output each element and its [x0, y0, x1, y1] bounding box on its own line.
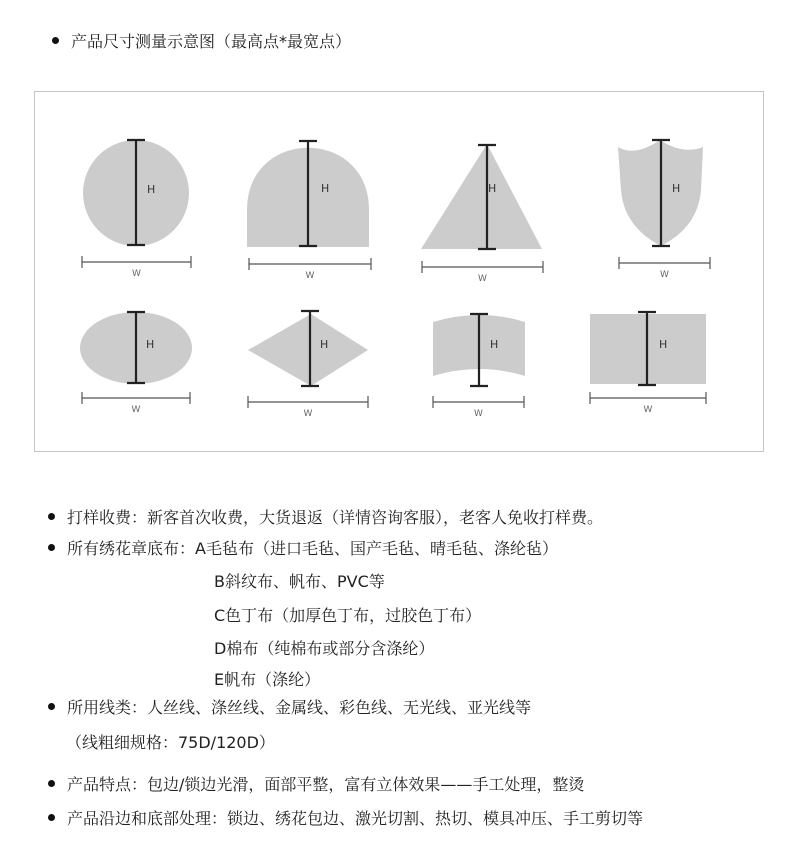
bullet-dot-icon — [48, 544, 55, 551]
width-label: W — [478, 274, 487, 284]
note-fabric-d: D棉布（纯棉布或部分含涤纶） — [214, 639, 435, 658]
height-label: H — [321, 182, 330, 195]
note-threads — [48, 695, 531, 718]
note-features-text: 产品特点：包边/锁边光滑，面部平整，富有立体效果——手工处理，整烫 — [67, 775, 585, 794]
height-label: H — [147, 183, 156, 196]
height-label: H — [672, 182, 681, 195]
note-fabric-b: B斜纹布、帆布、PVC等 — [214, 572, 385, 591]
note-sampling — [48, 505, 603, 528]
width-label: W — [131, 405, 141, 415]
measurement-diagram — [34, 91, 764, 452]
note-fabric-intro-text: 所有绣花章底布：A毛毡布（进口毛毡、国产毛毡、晴毛毡、涤纶毡） — [67, 539, 558, 558]
width-label: W — [305, 271, 315, 281]
height-label: H — [320, 338, 329, 351]
note-thread-spec: （线粗细规格：75D/120D） — [66, 733, 275, 752]
width-label: W — [303, 409, 313, 419]
triangle-shape — [421, 144, 542, 249]
width-label: W — [132, 269, 141, 279]
diagram-heading — [52, 29, 351, 52]
height-label: H — [146, 338, 155, 351]
note-fabric-intro — [48, 536, 558, 559]
bullet-dot-icon — [48, 703, 55, 710]
note-threads-text: 所用线类：人丝线、涤丝线、金属线、彩色线、无光线、亚光线等 — [67, 698, 532, 717]
width-label: W — [660, 270, 669, 280]
note-edge-processing-text: 产品沿边和底部处理：锁边、绣花包边、激光切割、热切、模具冲压、手工剪切等 — [67, 809, 644, 828]
width-label: W — [643, 405, 653, 415]
diagram-heading-text: 产品尺寸测量示意图（最高点*最宽点） — [71, 32, 352, 51]
diamond-shape — [248, 314, 368, 386]
bullet-dot-icon — [48, 814, 55, 821]
bullet-dot-icon — [48, 513, 55, 520]
height-label: H — [659, 338, 668, 351]
note-fabric-e: E帆布（涤纶） — [214, 670, 321, 689]
note-fabric-c: C色丁布（加厚色丁布，过胶色丁布） — [214, 606, 482, 625]
measurement-diagram-canvas — [35, 92, 763, 451]
bullet-dot-icon — [48, 780, 55, 787]
bullet-dot-icon — [52, 37, 59, 44]
width-label: W — [474, 409, 483, 419]
note-sampling-text: 打样收费：新客首次收费，大货退返（详情咨询客服），老客人免收打样费。 — [67, 508, 604, 527]
note-edge-processing — [48, 806, 643, 829]
height-label: H — [488, 182, 497, 195]
note-features — [48, 772, 584, 795]
height-label: H — [490, 338, 499, 351]
